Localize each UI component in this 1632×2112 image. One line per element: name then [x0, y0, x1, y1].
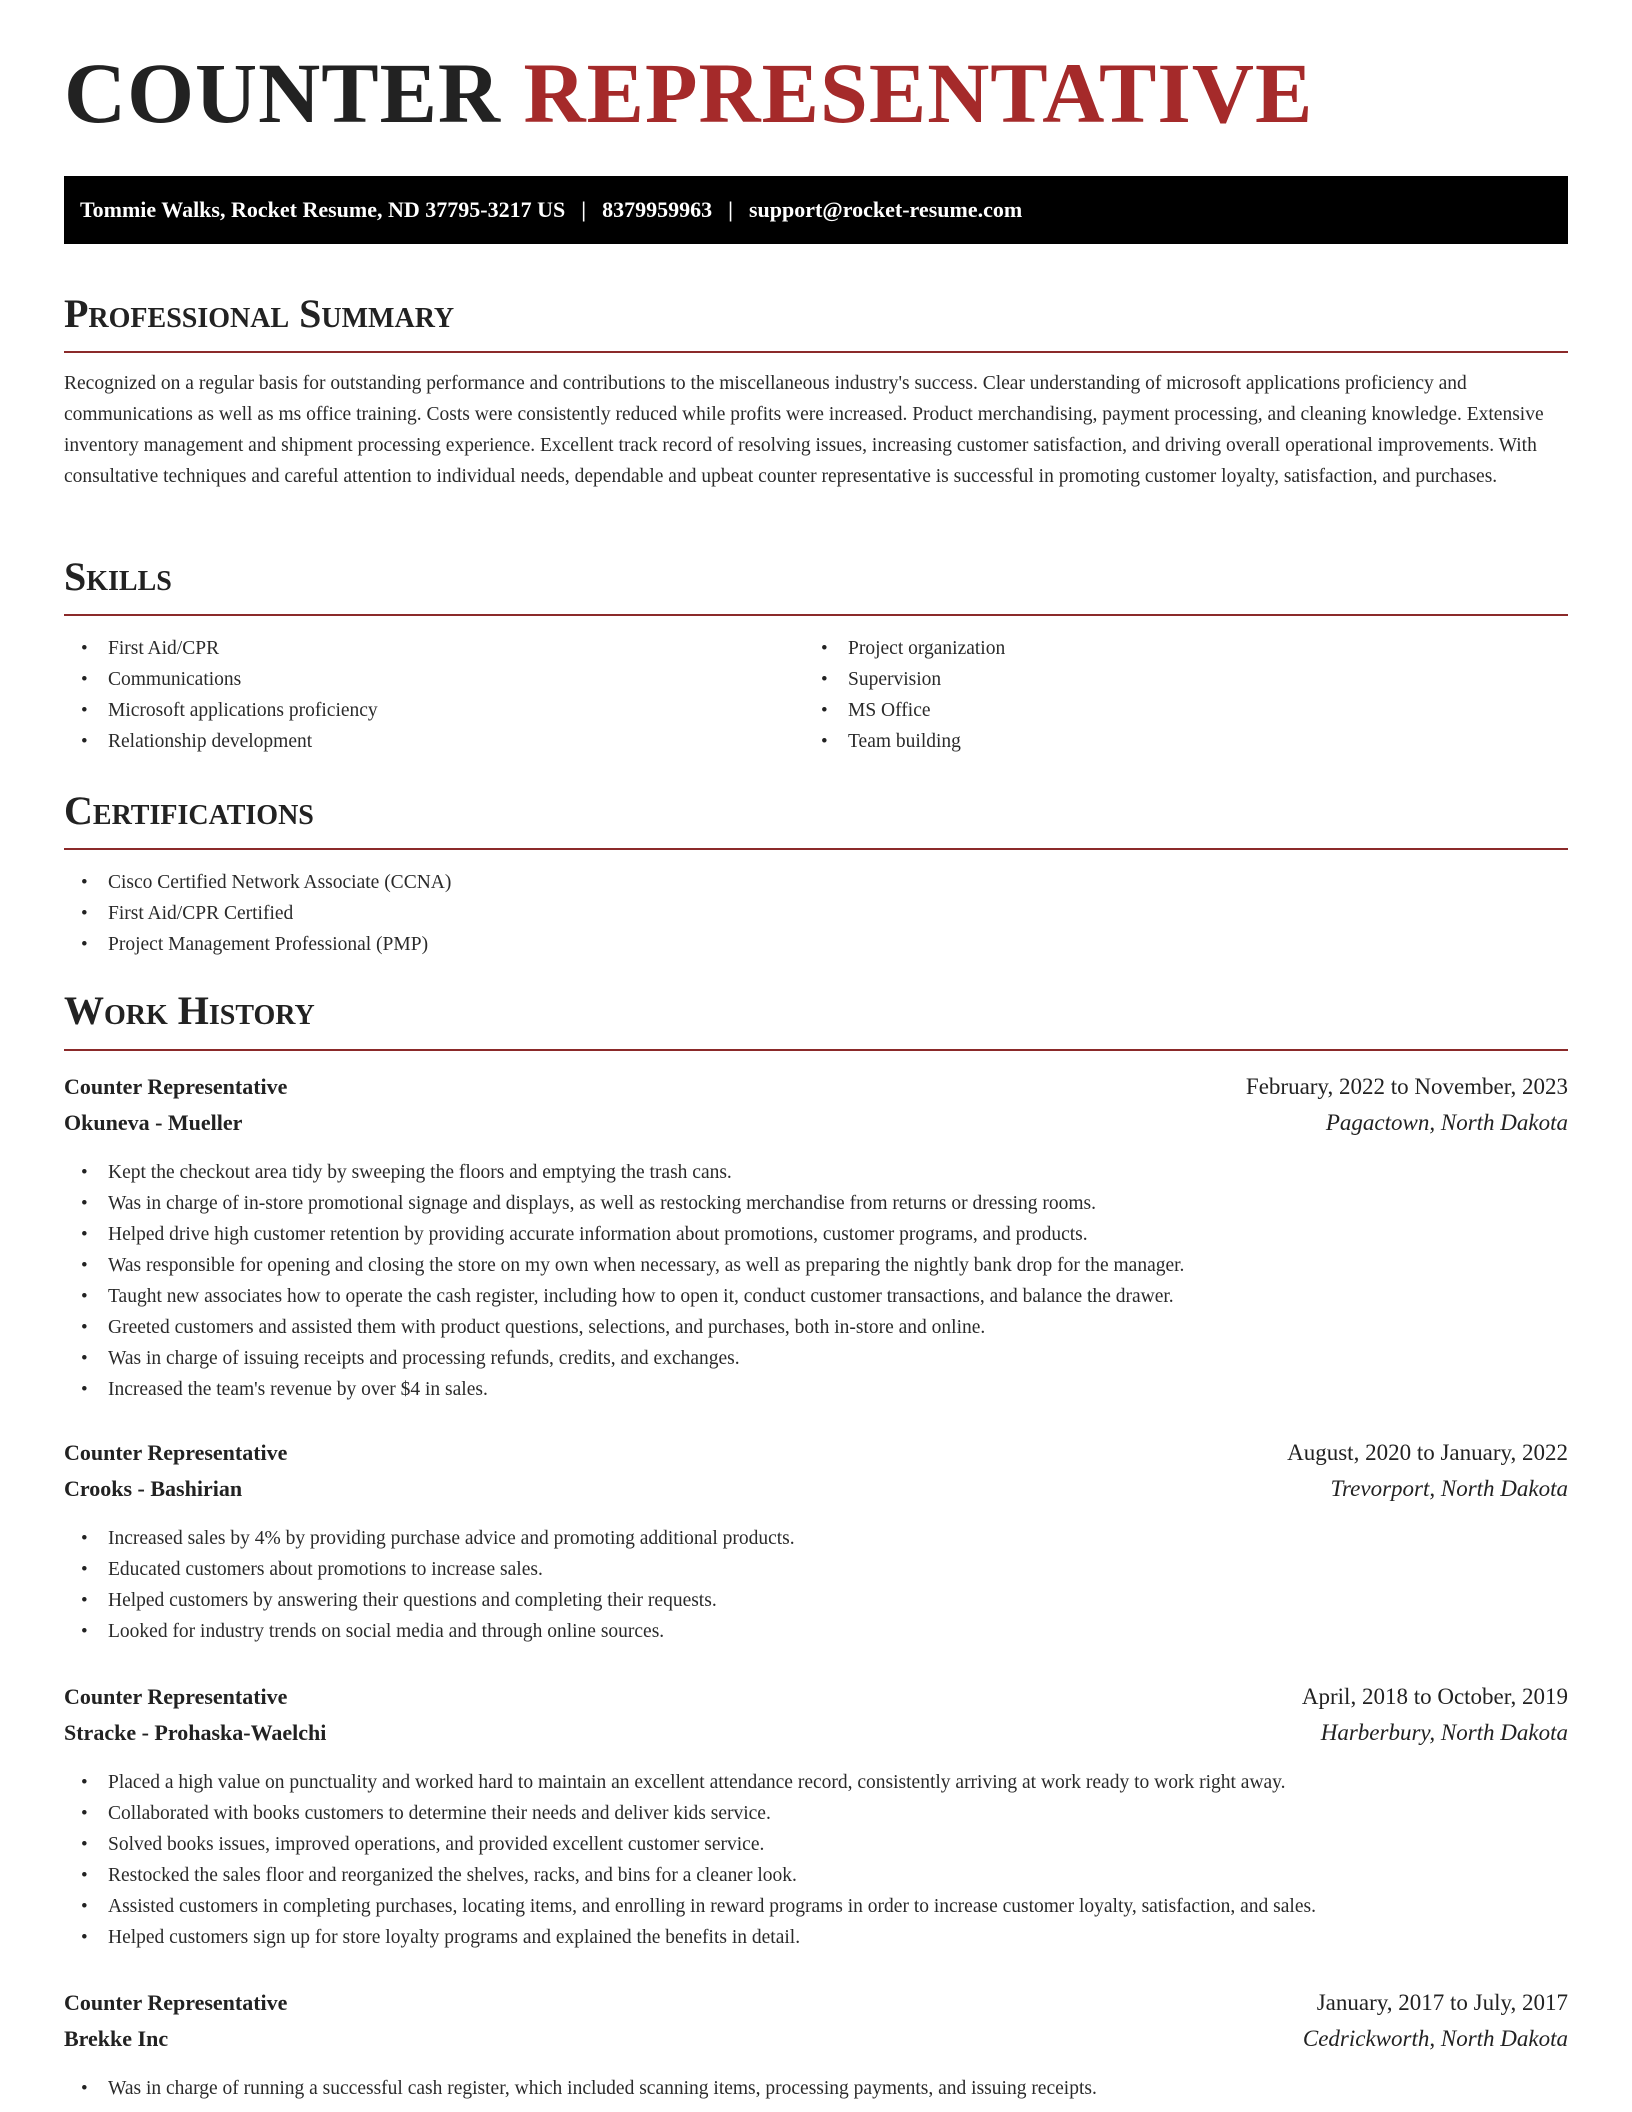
job-bullet: • Helped customers by answering their questions and completing their requests. [64, 1585, 795, 1616]
section-title-certifications: Certifications [64, 788, 314, 833]
job-title: Counter Representative [64, 1684, 288, 1709]
job-bullet: • Taught new associates how to operate the cash register, including how to open it, conduct customer transactions, and balance the drawer. [64, 1281, 1184, 1312]
job-bullet: • Restocked the sales floor and reorganized the shelves, racks, and bins for a cleaner look. [64, 1860, 1316, 1891]
title-last-word: REPRESENTATIVE [523, 45, 1314, 141]
contact-address: Tommie Walks, Rocket Resume, ND 37795-3217 US [80, 197, 566, 222]
job-bullet: • Helped customers sign up for store loyalty programs and explained the benefits in detail. [64, 1922, 1316, 1953]
certifications-list [64, 867, 451, 960]
section-title-summary: Professional Summary [64, 291, 455, 336]
job-title: Counter Representative [64, 1990, 288, 2015]
job-company: Stracke - Prohaska-Waelchi [64, 1720, 327, 1745]
job-bullet: • Was in charge of issuing receipts and processing refunds, credits, and exchanges. [64, 1343, 1184, 1374]
job-dates: February, 2022 to November, 2023 [1245, 1074, 1568, 1099]
job-bullet: • Placed a high value on punctuality and worked hard to maintain an excellent attendance record, consistently arriving at work ready to work right away. [64, 1767, 1316, 1798]
skill-item: • Relationship development [64, 726, 378, 757]
job-company-row [64, 1720, 1568, 1746]
job-bullet: • Solved books issues, improved operations, and provided excellent customer service. [64, 1829, 1316, 1860]
section-divider [64, 614, 1568, 616]
skill-item: • Team building [804, 726, 1005, 757]
job-dates: August, 2020 to January, 2022 [1287, 1440, 1568, 1465]
certification-item: • Cisco Certified Network Associate (CCNA) [64, 867, 451, 898]
skills-list-right [804, 633, 1005, 757]
resume-title [64, 45, 1314, 141]
certification-item: • First Aid/CPR Certified [64, 898, 451, 929]
skill-item: • Supervision [804, 664, 1005, 695]
job-title: Counter Representative [64, 1440, 288, 1465]
title-first-word: COUNTER [64, 45, 502, 141]
job-company-row [64, 2026, 1568, 2052]
job-company: Okuneva - Mueller [64, 1110, 243, 1135]
job-bullet: • Greeted customers and assisted them with product questions, selections, and purchases, both in-store and online. [64, 1312, 1184, 1343]
contact-phone: 8379959963 [602, 197, 713, 222]
summary-text: Recognized on a regular basis for outstanding performance and contributions to the miscellaneous industry's success. Clear understanding of microsoft applications proficiency and communications as well as ms office training. Costs were consistently reduced while profits were increased. Product merchandising, payment processing, and cleaning knowledge. Extensive inventory management and shipment processing experience. Excellent track record of resolving issues, increasing customer satisfaction, and driving overall operational improvements. With consultative techniques and careful attention to individual needs, dependable and upbeat counter representative is successful in promoting customer loyalty, satisfaction, and purchases. [64, 373, 1544, 487]
section-divider [64, 351, 1568, 353]
job-location: Cedrickworth, North Dakota [1302, 2026, 1568, 2051]
job-location: Harberbury, North Dakota [1320, 1720, 1568, 1745]
skill-item: • Project organization [804, 633, 1005, 664]
job-bullet: • Looked for industry trends on social media and through online sources. [64, 1616, 795, 1647]
job-bullet: • Kept the checkout area tidy by sweeping the floors and emptying the trash cans. [64, 1157, 1184, 1188]
section-title-skills: Skills [64, 554, 172, 599]
job-bullets [64, 1767, 1316, 1953]
contact-separator: | [581, 197, 587, 222]
job-title: Counter Representative [64, 1074, 288, 1099]
contact-separator: | [728, 197, 733, 222]
job-bullets [64, 1157, 1184, 1405]
job-bullets [64, 2073, 1097, 2104]
skill-item: • MS Office [804, 695, 1005, 726]
job-company: Crooks - Bashirian [64, 1476, 243, 1501]
job-bullet: • Helped drive high customer retention by providing accurate information about promotions, customer programs, and products. [64, 1219, 1184, 1250]
job-bullet: • Collaborated with books customers to determine their needs and deliver kids service. [64, 1798, 1316, 1829]
job-bullet: • Was in charge of running a successful cash register, which included scanning items, processing payments, and issuing receipts. [64, 2073, 1097, 2104]
job-header-row [64, 1074, 1568, 1100]
job-location: Pagactown, North Dakota [1325, 1110, 1568, 1135]
job-company-row [64, 1110, 1568, 1136]
job-bullet: • Assisted customers in completing purchases, locating items, and enrolling in reward programs in order to increase customer loyalty, satisfaction, and sales. [64, 1891, 1316, 1922]
job-bullets [64, 1523, 795, 1647]
skills-list-left [64, 633, 378, 757]
job-company: Brekke Inc [64, 2026, 169, 2051]
contact-email: support@rocket-resume.com [748, 197, 1023, 222]
contact-bar [64, 176, 1568, 244]
job-bullet: • Increased the team's revenue by over $4 in sales. [64, 1374, 1184, 1405]
job-bullet: • Was in charge of in-store promotional signage and displays, as well as restocking merchandise from returns or dressing rooms. [64, 1188, 1184, 1219]
job-dates: January, 2017 to July, 2017 [1316, 1990, 1568, 2015]
job-bullet: • Was responsible for opening and closing the store on my own when necessary, as well as preparing the nightly bank drop for the manager. [64, 1250, 1184, 1281]
job-company-row [64, 1476, 1568, 1502]
section-title-work-history: Work History [64, 988, 315, 1033]
job-location: Trevorport, North Dakota [1330, 1476, 1568, 1501]
skill-item: • First Aid/CPR [64, 633, 378, 664]
section-divider [64, 1049, 1568, 1051]
certification-item: • Project Management Professional (PMP) [64, 929, 451, 960]
job-header-row [64, 1440, 1568, 1466]
section-divider [64, 848, 1568, 850]
job-header-row [64, 1990, 1568, 2016]
skill-item: • Microsoft applications proficiency [64, 695, 378, 726]
job-dates: April, 2018 to October, 2019 [1301, 1684, 1568, 1709]
job-bullet: • Educated customers about promotions to increase sales. [64, 1554, 795, 1585]
skill-item: • Communications [64, 664, 378, 695]
job-header-row [64, 1684, 1568, 1710]
job-bullet: • Increased sales by 4% by providing purchase advice and promoting additional products. [64, 1523, 795, 1554]
